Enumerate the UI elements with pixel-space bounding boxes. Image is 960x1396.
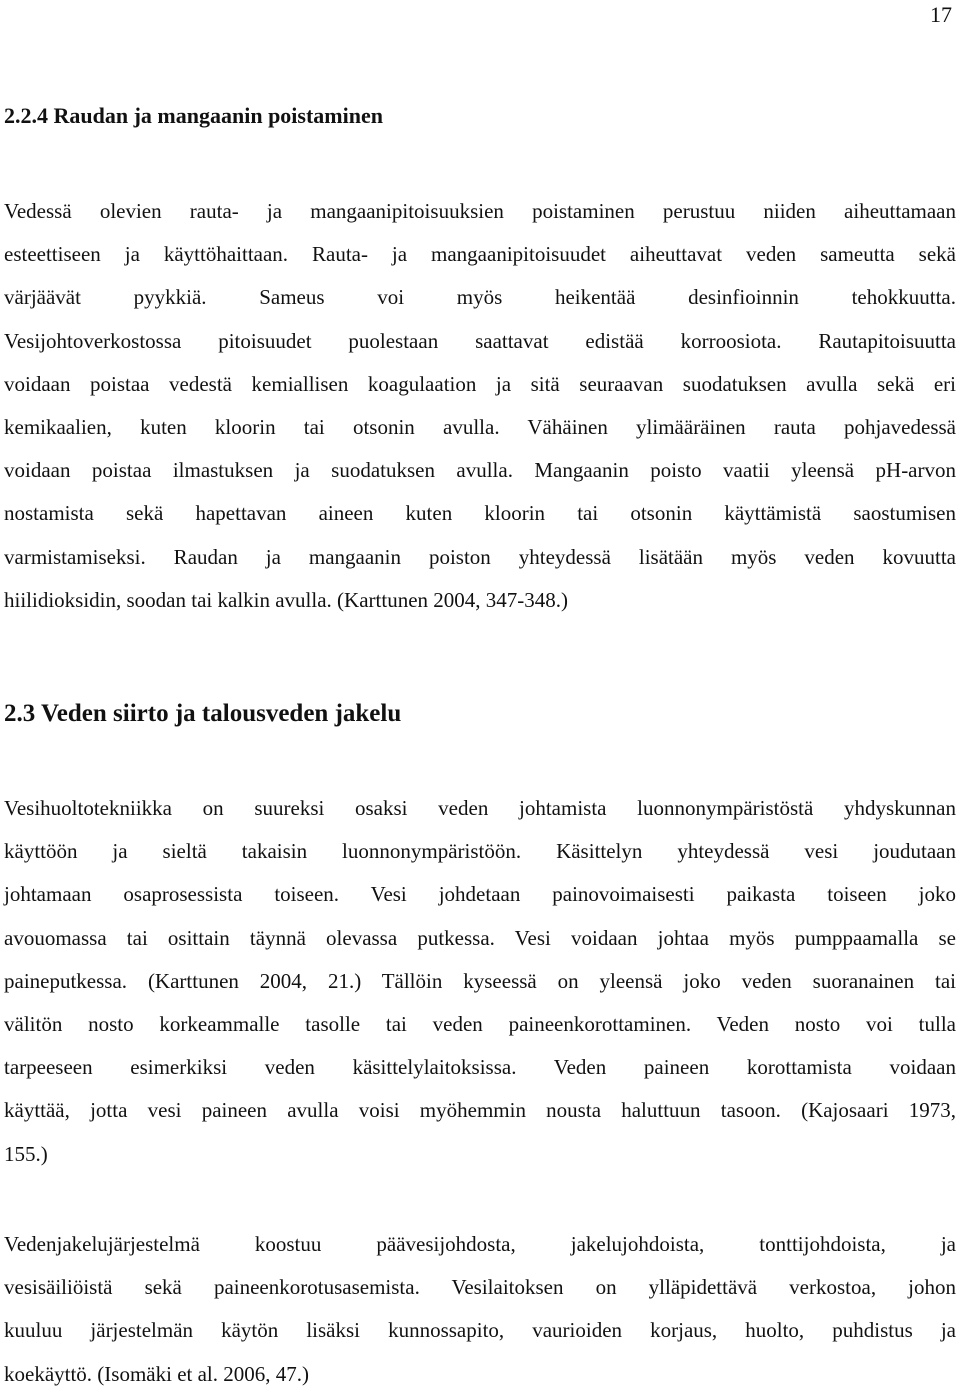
paragraph-distribution-system bbox=[4, 1223, 956, 1396]
paragraph-line: vesisäiliöistä sekä paineenkorotusasemista. Vesilaitoksen on ylläpidettävä verkostoa, johon bbox=[4, 1275, 956, 1300]
paragraph-line: 155.) bbox=[4, 1141, 48, 1166]
paragraph-line: johtamaan osaprosessista toiseen. Vesi johdetaan painovoimaisesti paikasta toiseen joko bbox=[4, 882, 956, 907]
paragraph-line: Vesihuoltotekniikka on suureksi osaksi veden johtamista luonnonympäristöstä yhdyskunnan bbox=[4, 796, 956, 820]
paragraph-line: käyttää, jotta vesi paineen avulla voisi myöhemmin nousta haluttuun tasoon. (Kajosaari 1973, bbox=[4, 1098, 956, 1123]
paragraph-line: voidaan poistaa ilmastuksen ja suodatuksen avulla. Mangaanin poisto vaatii yleensä pH-arvon bbox=[4, 458, 956, 483]
paragraph-line: paineputkessa. (Karttunen 2004, 21.) Tällöin kyseessä on yleensä joko veden suoranainen tai bbox=[4, 968, 956, 993]
paragraph-line: kuuluu järjestelmän käytön lisäksi kunnossapito, vaurioiden korjaus, huolto, puhdistus ja bbox=[4, 1318, 956, 1343]
paragraph-line: Vesijohtoverkostossa pitoisuudet puolestaan saattavat edistää korroosiota. Rautapitoisuutta bbox=[4, 328, 956, 353]
paragraph-line: esteettiseen ja käyttöhaittaan. Rauta- ja mangaanipitoisuudet aiheuttavat veden sameutta sekä bbox=[4, 242, 956, 267]
paragraph-line: välitön nosto korkeammalle tasolle tai veden paineenkorottaminen. Veden nosto voi tulla bbox=[4, 1011, 956, 1036]
paragraph-line: avouomassa tai osittain täynnä olevassa putkessa. Vesi voidaan johtaa myös pumppaamalla se bbox=[4, 925, 956, 950]
page-number: 17 bbox=[930, 2, 952, 27]
paragraph-line: varmistamiseksi. Raudan ja mangaanin poiston yhteydessä lisätään myös veden kovuutta bbox=[4, 544, 956, 569]
paragraph-line: voidaan poistaa vedestä kemiallisen koagulaation ja sitä seuraavan suodatuksen avulla sekä eri bbox=[4, 371, 956, 396]
section-heading-2-2-4: 2.2.4 Raudan ja mangaanin poistaminen bbox=[4, 103, 383, 128]
paragraph-line: kemikaalien, kuten kloorin tai otsonin avulla. Vähäinen ylimääräinen rauta pohjavedessä bbox=[4, 414, 956, 439]
paragraph-line: Vedessä olevien rauta- ja mangaanipitoisuuksien poistaminen perustuu niiden aiheuttamaan bbox=[4, 199, 956, 223]
paragraph-water-transfer bbox=[4, 787, 956, 1176]
paragraph-line: värjäävät pyykkiä. Sameus voi myös heikentää desinfioinnin tehokkuutta. bbox=[4, 285, 956, 310]
paragraph-line: käyttöön ja sieltä takaisin luonnonympäristöön. Käsittelyn yhteydessä vesi joudutaan bbox=[4, 839, 956, 864]
paragraph-line: koekäyttö. (Isomäki et al. 2006, 47.) bbox=[4, 1361, 310, 1386]
paragraph-line: tarpeeseen esimerkiksi veden käsittelylaitoksissa. Veden paineen korottamista voidaan bbox=[4, 1055, 956, 1080]
paragraph-line: Vedenjakelujärjestelmä koostuu päävesijohdosta, jakelujohdoista, tonttijohdoista, ja bbox=[4, 1232, 956, 1256]
paragraph-line: nostamista sekä hapettavan aineen kuten kloorin tai otsonin käyttämistä saostumisen bbox=[4, 501, 956, 526]
section-heading-2-3: 2.3 Veden siirto ja talousveden jakelu bbox=[4, 700, 402, 727]
paragraph-iron-manganese-removal bbox=[4, 190, 956, 622]
paragraph-line: hiilidioksidin, soodan tai kalkin avulla. (Karttunen 2004, 347-348.) bbox=[4, 587, 568, 612]
